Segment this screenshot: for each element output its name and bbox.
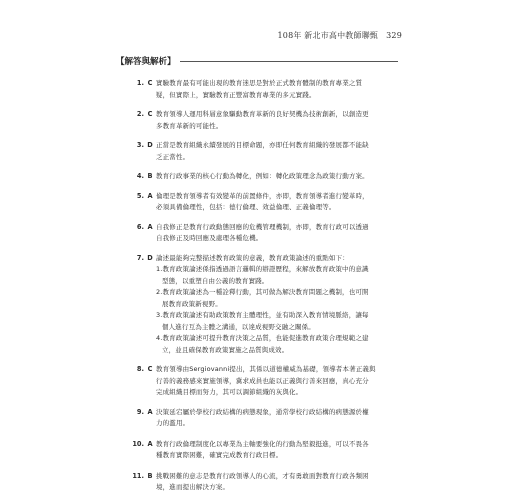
answer-key: C (147, 365, 153, 373)
section-heading-text: 【解答與解析】 (116, 57, 176, 67)
answer-key: D (147, 141, 153, 149)
answer-explanation (156, 471, 401, 494)
answer-explanation (156, 191, 401, 214)
answer-number: 7. (136, 253, 144, 262)
answer-explanation (156, 140, 401, 163)
answer-key: C (147, 79, 153, 87)
sub-point: 4.教育政策論述可提升教育決策之品質，也能促進教育政策合理規範之建 立，並且確保教育政策實施之品質與成效。 (156, 334, 369, 354)
explanation-text: 教育領導人運用科層意象驅動教育革新的良好契機為技術創新，以創造更 多教育革新的可能性。 (156, 110, 369, 130)
answer-explanation (156, 407, 401, 430)
explanation-text: 挑戰困難的意志是教育行政領導人的心流，才有勇敢面對教育行政各類困 境，進而提出解決方案。 (156, 471, 369, 491)
answer-key: A (147, 407, 153, 416)
page-number: 329 (386, 31, 402, 40)
answer-number: 1. (136, 79, 144, 87)
sub-point: 1.教育政策論述係指透過語言邏輯的辯證歷程，來解放教育政策中的意識 型態，以重塑自由公義的教育實踐。 (156, 265, 369, 285)
answer-key: C (147, 110, 153, 118)
answer-item (133, 407, 401, 430)
answer-number: 5. (136, 191, 144, 200)
answer-key: B (147, 172, 153, 180)
section-heading (116, 55, 398, 67)
answer-item (133, 191, 401, 214)
explanation-text: 自我修正是教育行政動態回應的危機管理機制，亦即，教育行政可以透過 自我修正及時回應及處理各種危機。 (156, 222, 369, 242)
answer-number: 9. (136, 407, 144, 416)
answer-explanation (156, 439, 401, 462)
answer-key: A (147, 191, 153, 200)
sub-point: 2.教育政策論述為一種詮釋行動，其可做為解決教育問題之機制，也可開 展教育政策新視野。 (156, 288, 369, 308)
answer-item (133, 471, 401, 494)
heading-rule (180, 61, 398, 62)
answer-key: A (147, 439, 153, 448)
answer-explanation (156, 222, 401, 245)
answer-item (133, 109, 401, 132)
answer-item (133, 78, 401, 101)
answer-key: A (147, 222, 153, 231)
answer-explanation (156, 253, 401, 357)
answer-item (133, 439, 401, 462)
explanation-text: 教育行政倫理制度化以專業為主軸要強化的行動為堅毅挺進，可以不畏各 種教育實際困難，確實完成教育行政目標。 (156, 439, 369, 459)
answer-key: B (147, 471, 153, 480)
answer-item (133, 364, 401, 399)
explanation-text: 教育領導由Sergiovanni提出，其係以道德權威為基礎，領導者本著正義與 行善的義務感來實施領導，冀求成員也能以正義與行善來回應，真心充分 完成組織目標而努力，其可以調節組織的灰與化。 (156, 365, 376, 396)
answer-item (133, 140, 401, 163)
answer-explanation (156, 78, 401, 101)
explanation-text: 決策延宕屬於學校行政結構的病態現象，通常學校行政結構的病態源於權 力的濫用。 (156, 407, 369, 427)
answer-explanation (156, 171, 401, 183)
page-header (278, 30, 403, 41)
explanation-text: 倫理是教育領導者有效變革的前置條件，亦即，教育領導者進行變革時， 必須具備倫理性，包括：德行倫理、效益倫理、正義倫理等。 (156, 191, 369, 211)
answer-list (133, 78, 401, 494)
sub-point: 3.教育政策論述有助政策教育主體理性，並有助深入教育情境脈絡，讓每 個人進行互為主體之溝通，以達成視野交融之關係。 (156, 311, 369, 331)
answer-explanation (156, 364, 401, 399)
answer-item (133, 253, 401, 357)
explanation-text: 正當是教育組織永續發展的目標命題，亦即任何教育組織的發展都不能缺 乏正當性。 (156, 141, 369, 161)
answer-key: D (147, 253, 153, 262)
answer-number: 11. (132, 471, 144, 480)
answer-item (133, 171, 401, 183)
answer-item (133, 222, 401, 245)
header-title: 108年 新北市高中教師聯甄 (277, 31, 379, 40)
explanation-text: 教育行政事業的核心行動為轉化，例如：轉化政策理念為政策行動方案。 (156, 172, 369, 180)
explanation-text: 論述最能夠完整描述教育政策的意義，教育政策論述的重點如下： (156, 253, 349, 262)
answer-number: 4. (136, 172, 144, 180)
answer-number: 2. (136, 110, 144, 118)
answer-number: 10. (132, 439, 144, 448)
answer-explanation (156, 109, 401, 132)
answer-number: 3. (136, 141, 144, 149)
answer-number: 6. (136, 222, 144, 231)
answer-number: 8. (136, 365, 144, 373)
explanation-text: 實驗教育最有可能出現的教育迷思是對於正式教育體制的教育專業之質 疑，但實際上，實驗教育正豐富教育專業的多元實踐。 (156, 79, 363, 99)
